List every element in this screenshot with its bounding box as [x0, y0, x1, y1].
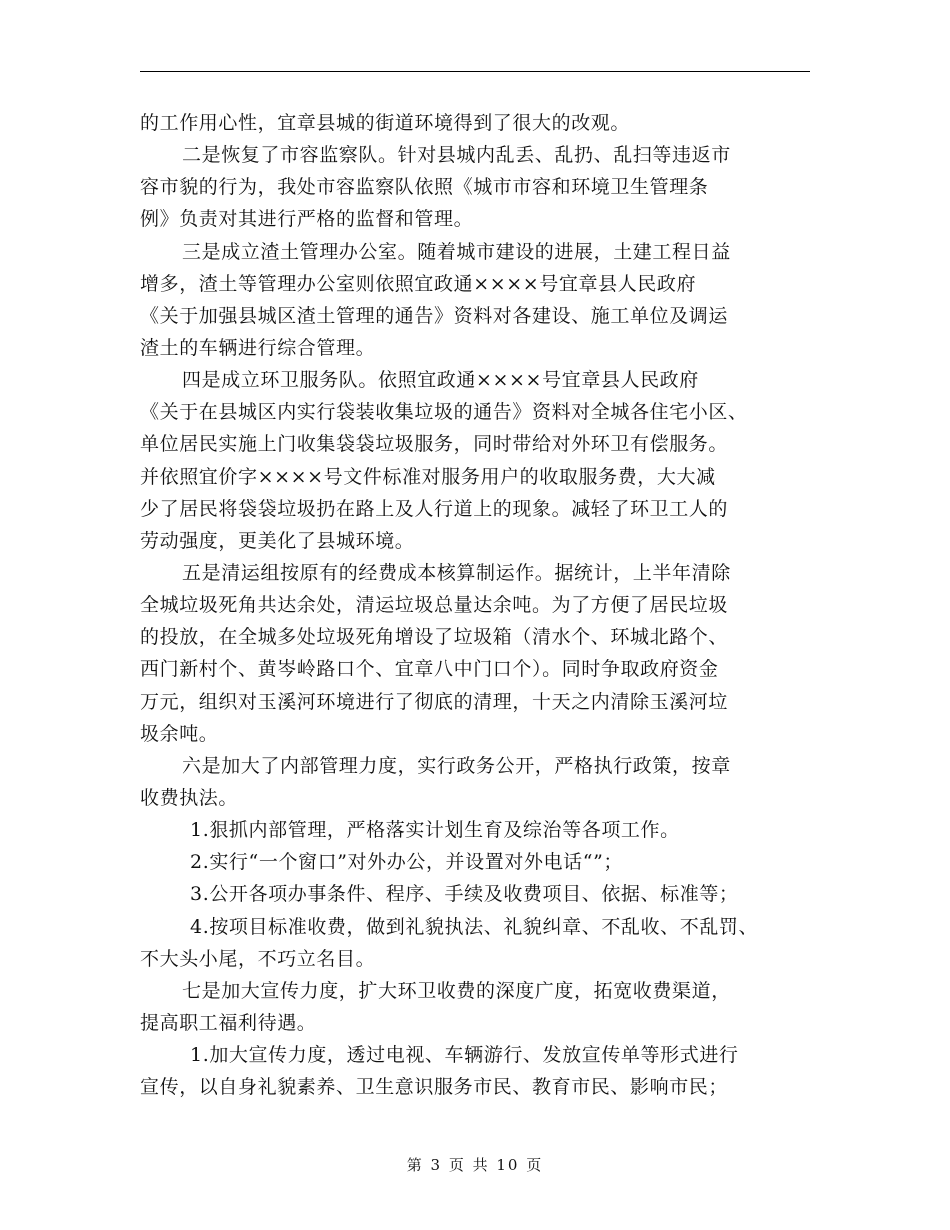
text-line: 1.狠抓内部管理，严格落实计划生育及综治等各项工作。 — [190, 819, 680, 842]
text-line: 4.按项目标准收费，做到礼貌执法、礼貌纠章、不乱收、不乱罚、 — [190, 915, 759, 938]
text-line: 三是成立渣土管理办公室。随着城市建设的进展，土建工程日益 — [182, 240, 731, 263]
text-line: 3.公开各项办事条件、程序、手续及收费项目、依据、标准等； — [190, 883, 739, 906]
text-line: 例》负责对其进行严格的监督和管理。 — [140, 208, 474, 231]
text-line: 六是加大了内部管理力度，实行政务公开，严格执行政策，按章 — [182, 754, 731, 777]
text-line: 万元，组织对玉溪河环境进行了彻底的清理，十天之内清除玉溪河垃 — [140, 690, 729, 713]
text-line: 七是加大宣传力度，扩大环卫收费的深度广度，拓宽收费渠道， — [182, 979, 731, 1002]
text-line: 2.实行“一个窗口”对外办公，并设置对外电话“”； — [190, 851, 623, 874]
text-line: 劳动强度，更美化了县城环境。 — [140, 529, 415, 552]
text-line: 少了居民将袋袋垃圾扔在路上及人行道上的现象。减轻了环卫工人的 — [140, 497, 729, 520]
text-line: 圾余吨。 — [140, 722, 219, 745]
document-body — [140, 107, 810, 1103]
header-rule — [140, 71, 810, 72]
text-line: 西门新村个、黄岑岭路口个、宜章八中门口个）。同时争取政府资金 — [140, 658, 719, 681]
text-line: 的投放，在全城多处垃圾死角增设了垃圾箱（清水个、环城北路个、 — [140, 626, 729, 649]
text-line: 二是恢复了市容监察队。针对县城内乱丢、乱扔、乱扫等违返市 — [182, 144, 731, 167]
text-line: 提高职工福利待遇。 — [140, 1011, 317, 1034]
text-line: 的工作用心性，宜章县城的街道环境得到了很大的改观。 — [140, 112, 631, 134]
text-line: 四是成立环卫服务队。依照宜政通××××号宜章县人民政府 — [182, 369, 699, 392]
text-line: 《关于在县城区内实行袋装收集垃圾的通告》资料对全城各住宅小区、 — [140, 401, 748, 424]
text-line: 全城垃圾死角共达余处，清运垃圾总量达余吨。为了方便了居民垃圾 — [140, 594, 729, 617]
text-line: 并依照宜价字××××号文件标准对服务用户的收取服务费，大大减 — [140, 465, 716, 488]
text-line: 不大头小尾，不巧立名目。 — [140, 947, 376, 970]
text-line: 渣土的车辆进行综合管理。 — [140, 336, 376, 359]
text-line: 五是清运组按原有的经费成本核算制运作。据统计，上半年清除 — [182, 561, 731, 584]
text-line: 《关于加强县城区渣土管理的通告》资料对各建设、施工单位及调运 — [140, 304, 729, 327]
text-line: 宣传，以自身礼貌素养、卫生意识服务市民、教育市民、影响市民； — [140, 1076, 729, 1099]
text-line: 增多，渣土等管理办公室则依照宜政通××××号宜章县人民政府 — [140, 272, 697, 295]
text-line: 1.加大宣传力度，透过电视、车辆游行、发放宣传单等形式进行 — [190, 1044, 739, 1067]
page-footer: 第 3 页 共 10 页 — [406, 1156, 544, 1174]
text-line: 容市貌的行为，我处市容监察队依照《城市市容和环境卫生管理条 — [140, 176, 709, 199]
text-line: 单位居民实施上门收集袋袋垃圾服务，同时带给对外环卫有偿服务。 — [140, 433, 729, 456]
text-line: 收费执法。 — [140, 786, 239, 809]
